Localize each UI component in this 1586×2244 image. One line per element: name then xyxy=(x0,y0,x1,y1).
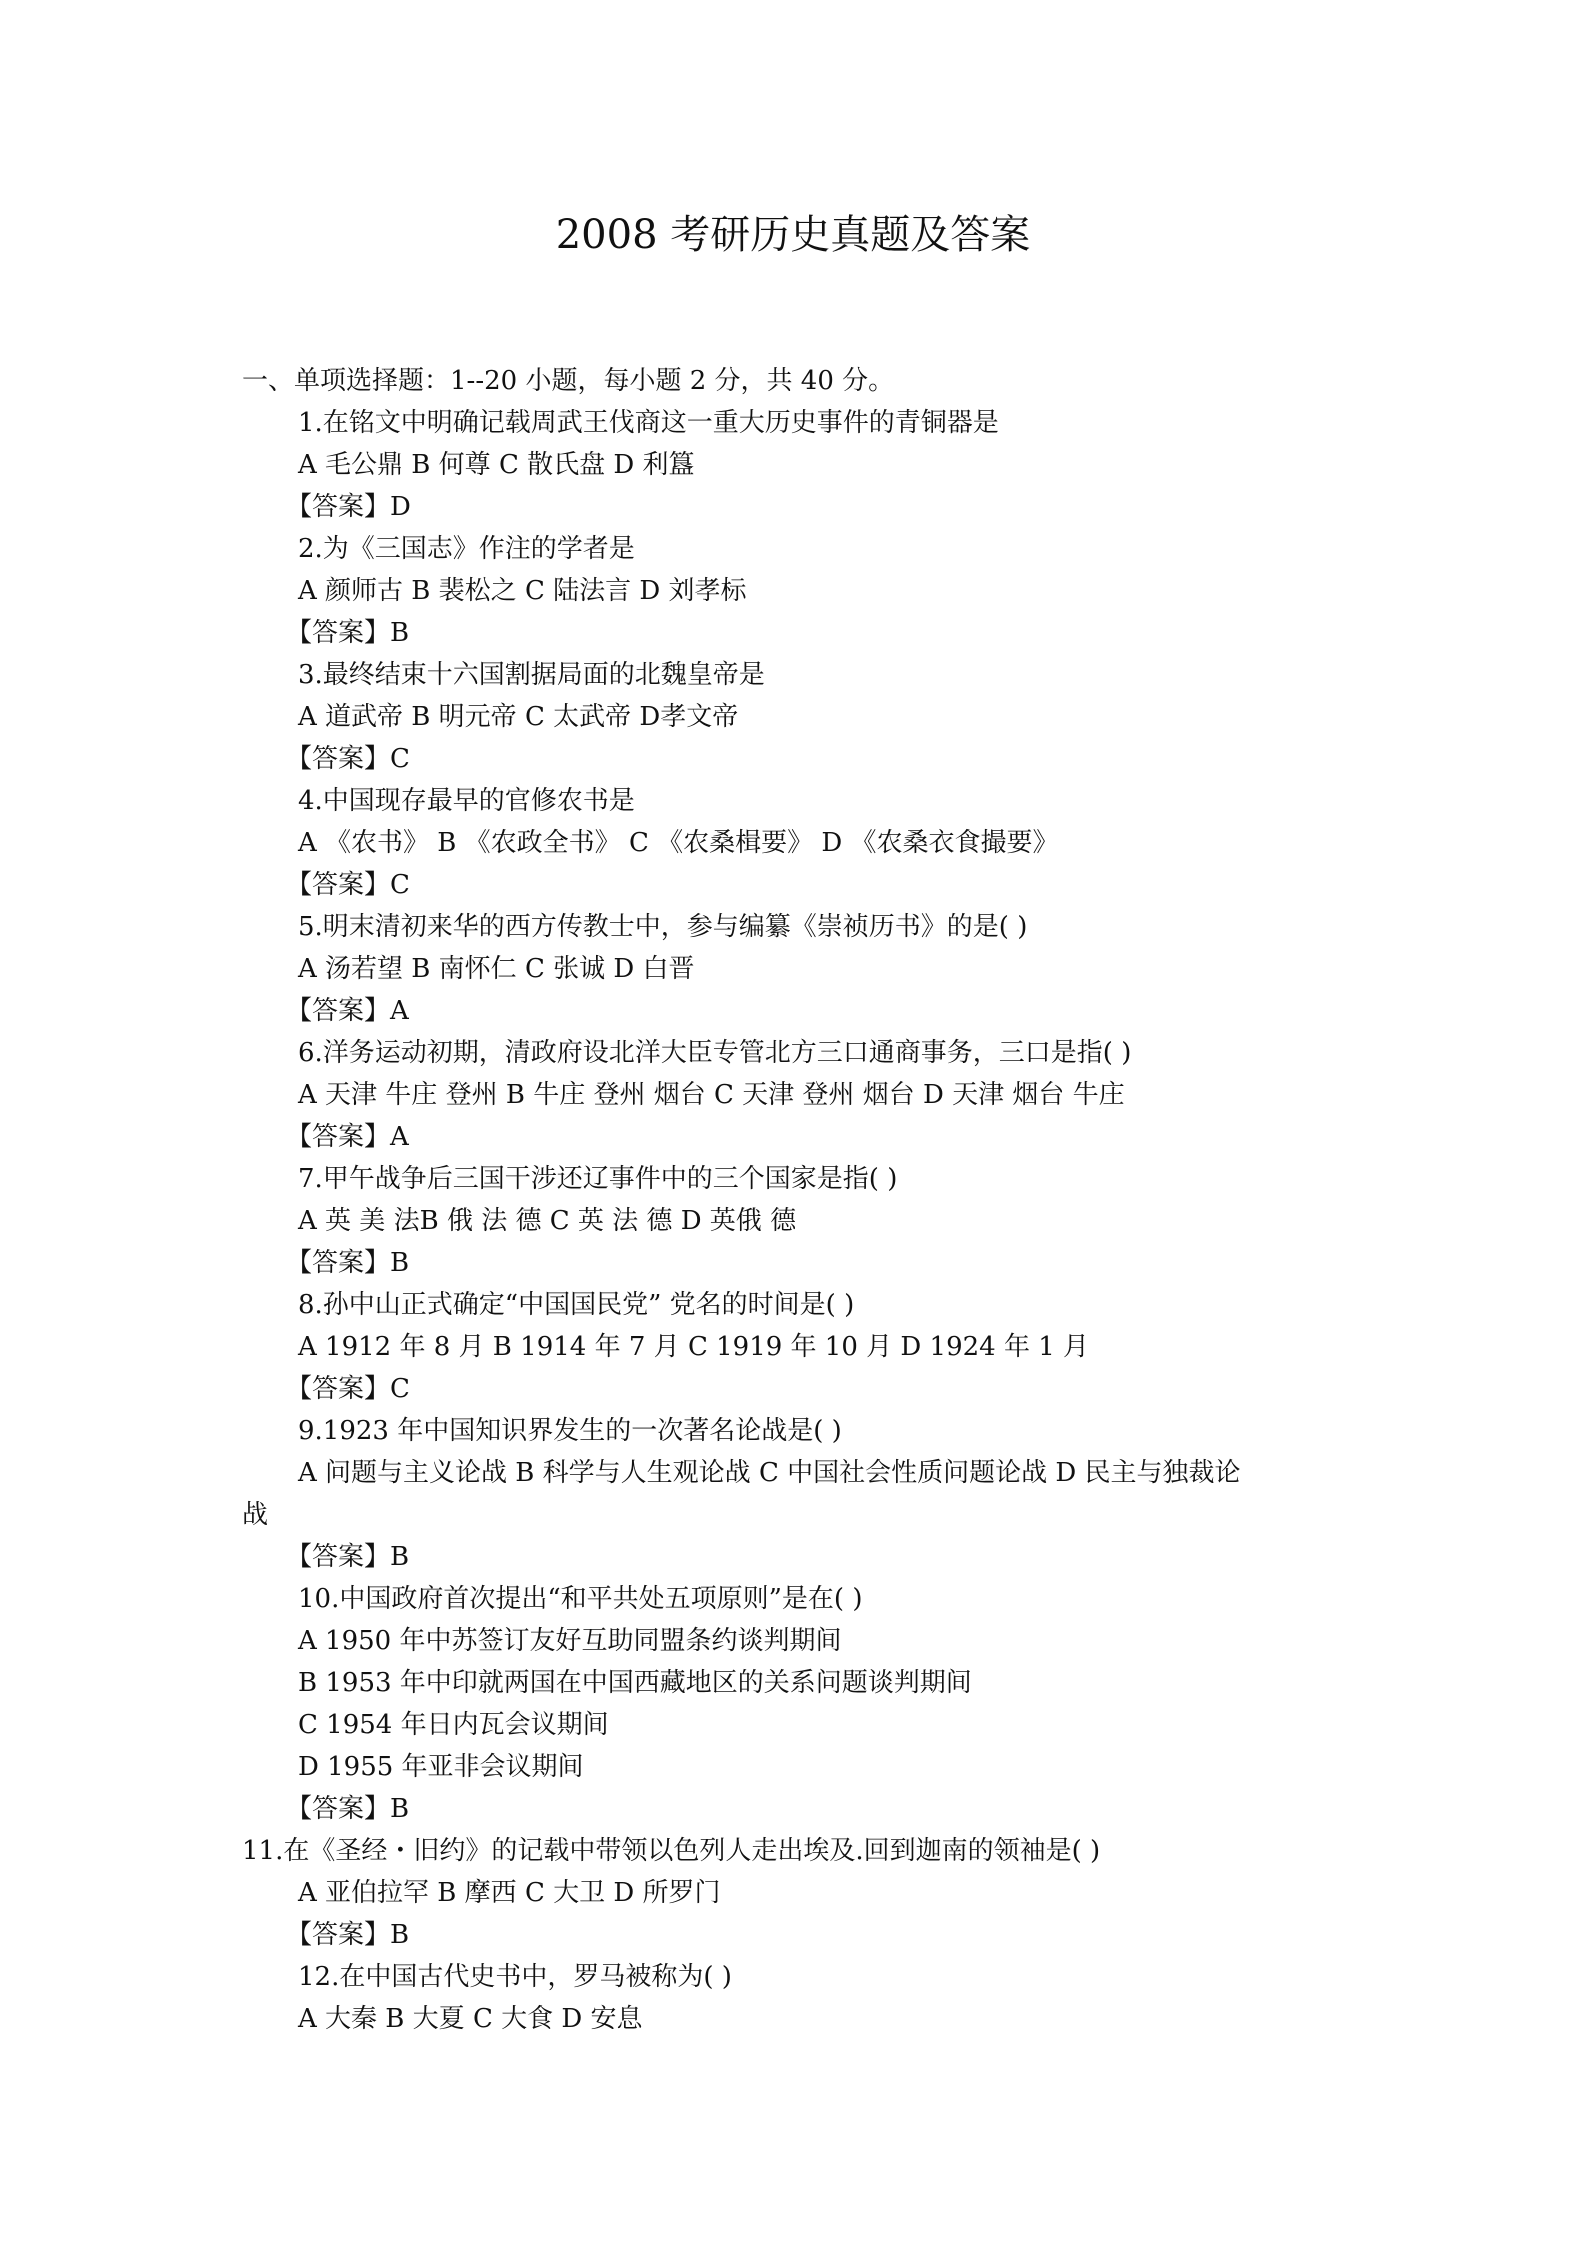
question-options: A 问题与主义论战 B 科学与人生观论战 C 中国社会性质问题论战 D 民主与独裁论 xyxy=(298,1458,1241,1488)
question-options: A 毛公鼎 B 何尊 C 散氏盘 D 利簋 xyxy=(298,450,695,480)
question-options: A 汤若望 B 南怀仁 C 张诚 D 白晋 xyxy=(298,954,695,984)
question-stem: 12.在中国古代史书中，罗马被称为( ) xyxy=(298,1962,732,1992)
question-options: A 天津 牛庄 登州 B 牛庄 登州 烟台 C 天津 登州 烟台 D 天津 烟台 牛庄 xyxy=(298,1080,1125,1110)
question-stem: 8.孙中山正式确定“中国国民党” 党名的时间是( ) xyxy=(298,1290,855,1320)
question-stem: 7.甲午战争后三国干涉还辽事件中的三个国家是指( ) xyxy=(298,1164,898,1194)
question-stem: 6.洋务运动初期，清政府设北洋大臣专管北方三口通商事务，三口是指( ) xyxy=(298,1038,1132,1068)
question-stem: 4.中国现存最早的官修农书是 xyxy=(298,786,635,816)
question-options: A 《农书》 B 《农政全书》 C 《农桑楫要》 D 《农桑衣食撮要》 xyxy=(298,828,1059,858)
document-body xyxy=(242,360,1362,2040)
answer-line: 【答案】B xyxy=(286,618,410,648)
question-stem: 2.为《三国志》作注的学者是 xyxy=(298,534,635,564)
document-title: 2008 考研历史真题及答案 xyxy=(555,212,1031,258)
question-stem: 9.1923 年中国知识界发生的一次著名论战是( ) xyxy=(298,1416,842,1446)
question-options: A 大秦 B 大夏 C 大食 D 安息 xyxy=(298,2004,643,2034)
question-options: A 亚伯拉罕 B 摩西 C 大卫 D 所罗门 xyxy=(298,1878,721,1908)
answer-line: 【答案】A xyxy=(286,996,409,1026)
question-stem: 1.在铭文中明确记载周武王伐商这一重大历史事件的青铜器是 xyxy=(298,408,999,438)
question-options: A 1912 年 8 月 B 1914 年 7 月 C 1919 年 10 月 D 1924 年 1 月 xyxy=(298,1332,1090,1362)
answer-line: 【答案】C xyxy=(286,870,410,900)
section-heading: 一、单项选择题：1--20 小题，每小题 2 分，共 40 分。 xyxy=(242,366,895,396)
question-options: A 颜师古 B 裴松之 C 陆法言 D 刘孝标 xyxy=(298,576,747,606)
question-stem: 11.在《圣经・旧约》的记载中带领以色列人走出埃及.回到迦南的领袖是( ) xyxy=(242,1836,1101,1866)
question-option-d: D 1955 年亚非会议期间 xyxy=(298,1752,584,1782)
question-options-continuation: 战 xyxy=(242,1500,269,1530)
question-stem: 10.中国政府首次提出“和平共处五项原则”是在( ) xyxy=(298,1584,863,1614)
answer-line: 【答案】C xyxy=(286,1374,410,1404)
answer-line: 【答案】B xyxy=(286,1920,410,1950)
question-options: A 英 美 法B 俄 法 德 C 英 法 德 D 英俄 德 xyxy=(298,1206,797,1236)
answer-line: 【答案】B xyxy=(286,1794,410,1824)
question-options: A 道武帝 B 明元帝 C 太武帝 D孝文帝 xyxy=(298,702,739,732)
question-option-b: B 1953 年中印就两国在中国西藏地区的关系问题谈判期间 xyxy=(298,1668,972,1698)
answer-line: 【答案】A xyxy=(286,1122,409,1152)
answer-line: 【答案】D xyxy=(286,492,411,522)
question-option-c: C 1954 年日内瓦会议期间 xyxy=(298,1710,609,1740)
answer-line: 【答案】B xyxy=(286,1542,410,1572)
answer-line: 【答案】C xyxy=(286,744,410,774)
question-option-a: A 1950 年中苏签订友好互助同盟条约谈判期间 xyxy=(298,1626,842,1656)
question-stem: 5.明末清初来华的西方传教士中，参与编纂《崇祯历书》的是( ) xyxy=(298,912,1028,942)
question-stem: 3.最终结束十六国割据局面的北魏皇帝是 xyxy=(298,660,765,690)
answer-line: 【答案】B xyxy=(286,1248,410,1278)
